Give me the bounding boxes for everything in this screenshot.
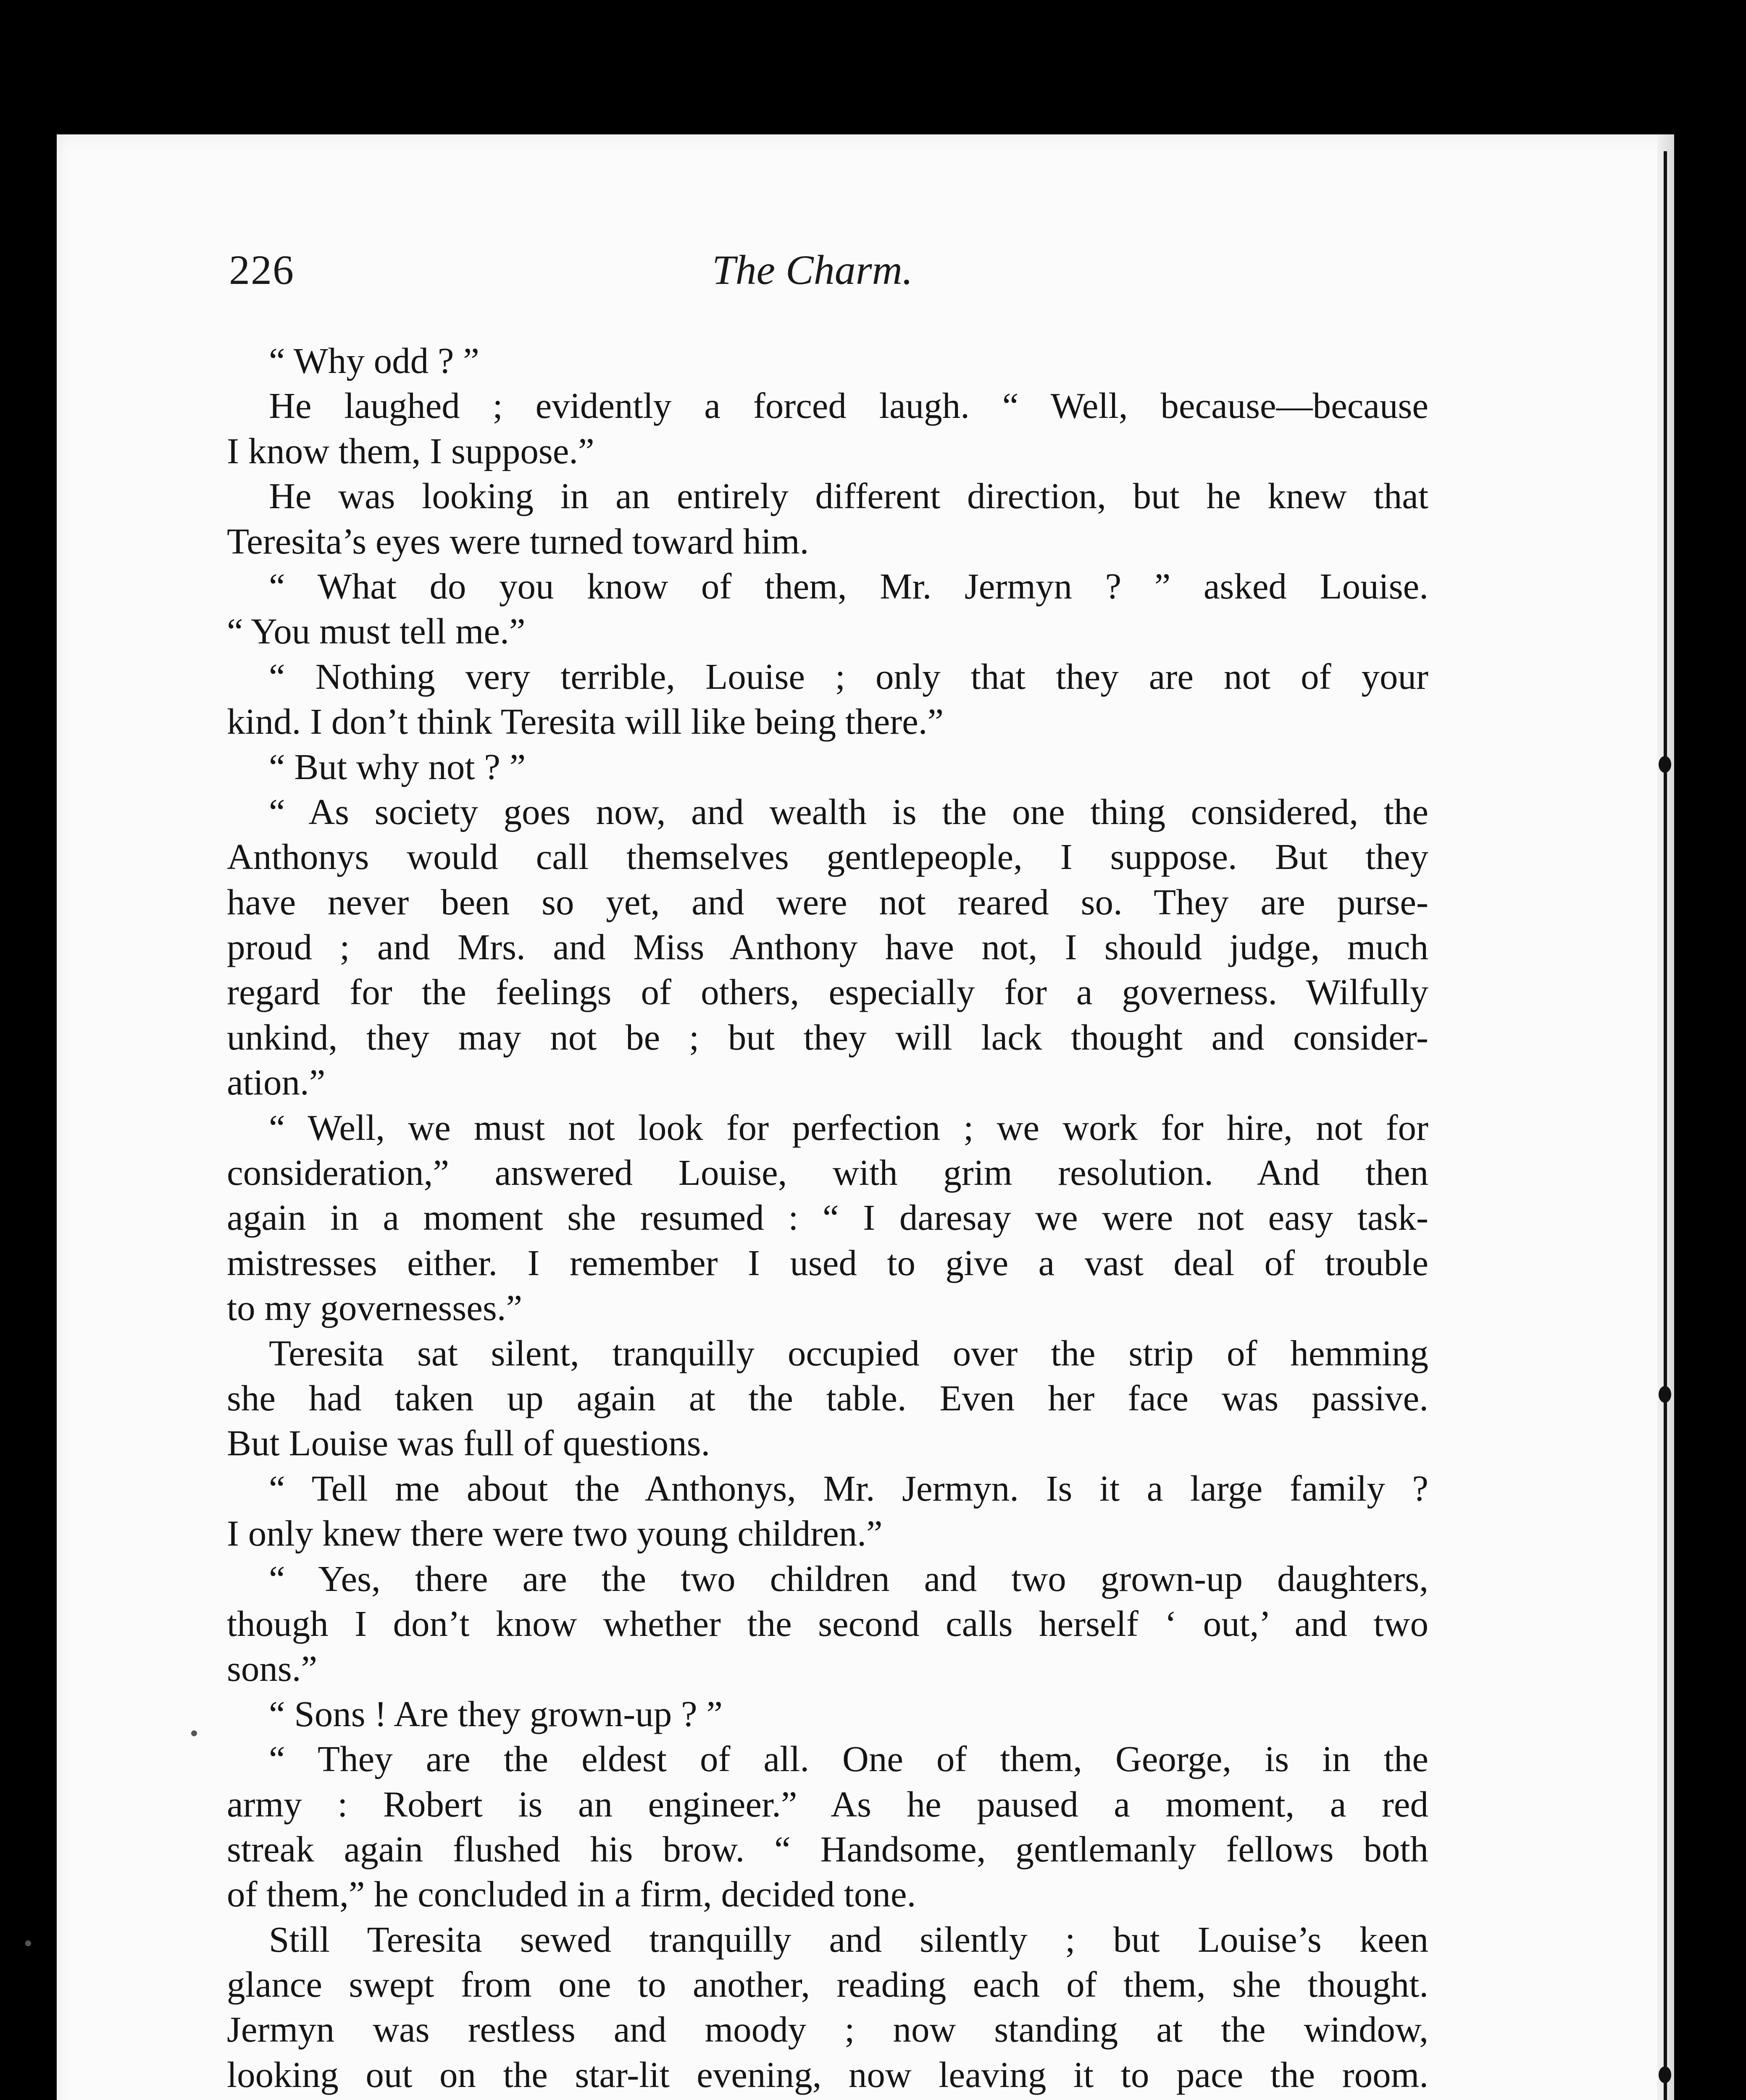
page-number: 226	[229, 247, 295, 293]
text-line: “ What do you know of them, Mr. Jermyn ? ” asked Louise.	[269, 565, 1428, 606]
text-line: streak again flushed his brow. “ Handsome, gentlemanly fellows both	[227, 1828, 1428, 1869]
text-line: Anthonys would call themselves gentlepeople, I suppose. But they	[227, 836, 1428, 877]
binding-stitch	[1659, 1386, 1671, 1403]
body-text	[227, 338, 1428, 2100]
text-line: ation.”	[227, 1062, 326, 1103]
text-line: army : Robert is an engineer.” As he paused a moment, a red	[227, 1783, 1428, 1824]
text-line: “ But why not ? ”	[269, 746, 526, 787]
text-line: Teresita’s eyes were turned toward him.	[227, 520, 809, 562]
text-line: Jermyn was restless and moody ; now standing at the window,	[227, 2009, 1428, 2050]
text-line: glance swept from one to another, reading each of them, she thought.	[227, 1964, 1428, 2005]
running-title: The Charm.	[712, 247, 913, 293]
text-line: “ Nothing very terrible, Louise ; only that they are not of your	[269, 656, 1428, 697]
text-line: “ Why odd ? ”	[269, 340, 479, 381]
text-line: of them,” he concluded in a firm, decided tone.	[227, 1874, 916, 1915]
text-line	[227, 2097, 1428, 2100]
text-line: regard for the feelings of others, especially for a governess. Wilfully	[227, 971, 1428, 1013]
text-line: Teresita sat silent, tranquilly occupied over the strip of hemming	[269, 1332, 1428, 1373]
text-line: unkind, they may not be ; but they will lack thought and consider-	[227, 1016, 1428, 1058]
text-line: “ Yes, there are the two children and two grown-up daughters,	[269, 1558, 1428, 1599]
text-line: Still Teresita sewed tranquilly and silently ; but Louise’s keen	[269, 1919, 1428, 1960]
text-line: “ Tell me about the Anthonys, Mr. Jermyn. Is it a large family ?	[269, 1467, 1428, 1509]
print-speck	[25, 1940, 31, 1946]
text-line: looking out on the star-lit evening, now leaving it to pace the room.	[227, 2054, 1428, 2095]
text-line: “ They are the eldest of all. One of them, George, is in the	[269, 1738, 1428, 1780]
binding-stitch	[1659, 756, 1671, 773]
text-line: consideration,” answered Louise, with grim resolution. And then	[227, 1152, 1428, 1193]
text-line: though I don’t know whether the second calls herself ‘ out,’ and two	[227, 1603, 1428, 1644]
text-line: “ You must tell me.”	[227, 611, 526, 652]
text-line: But Louise was full of questions.	[227, 1423, 710, 1464]
text-line: “ As society goes now, and wealth is the one thing considered, the	[269, 791, 1428, 832]
binding-thread	[1664, 151, 1667, 2100]
binding-stitch	[1659, 2066, 1671, 2083]
print-speck	[191, 1730, 197, 1736]
text-line: proud ; and Mrs. and Miss Anthony have not, I should judge, much	[227, 927, 1428, 968]
text-line: He laughed ; evidently a forced laugh. “ Well, because—because	[269, 385, 1428, 426]
text-line: “ Sons ! Are they grown-up ? ”	[269, 1693, 723, 1734]
text-line: she had taken up again at the table. Even her face was passive.	[227, 1377, 1428, 1418]
text-line: mistresses either. I remember I used to give a vast deal of trouble	[227, 1242, 1428, 1283]
text-line: He was looking in an entirely different direction, but he knew that	[269, 475, 1428, 517]
text-line: to my governesses.”	[227, 1287, 523, 1328]
text-line: again in a moment she resumed : “ I daresay we were not easy task-	[227, 1197, 1428, 1238]
text-line: have never been so yet, and were not reared so. They are purse-	[227, 881, 1428, 922]
text-line: “ Well, we must not look for perfection ; we work for hire, not for	[269, 1107, 1428, 1148]
text-line: kind. I don’t think Teresita will like being there.”	[227, 701, 944, 742]
text-line: I only knew there were two young children.”	[227, 1513, 883, 1554]
page-header	[229, 246, 1430, 300]
text-line: I know them, I suppose.”	[227, 430, 594, 471]
text-line: sons.”	[227, 1648, 318, 1689]
